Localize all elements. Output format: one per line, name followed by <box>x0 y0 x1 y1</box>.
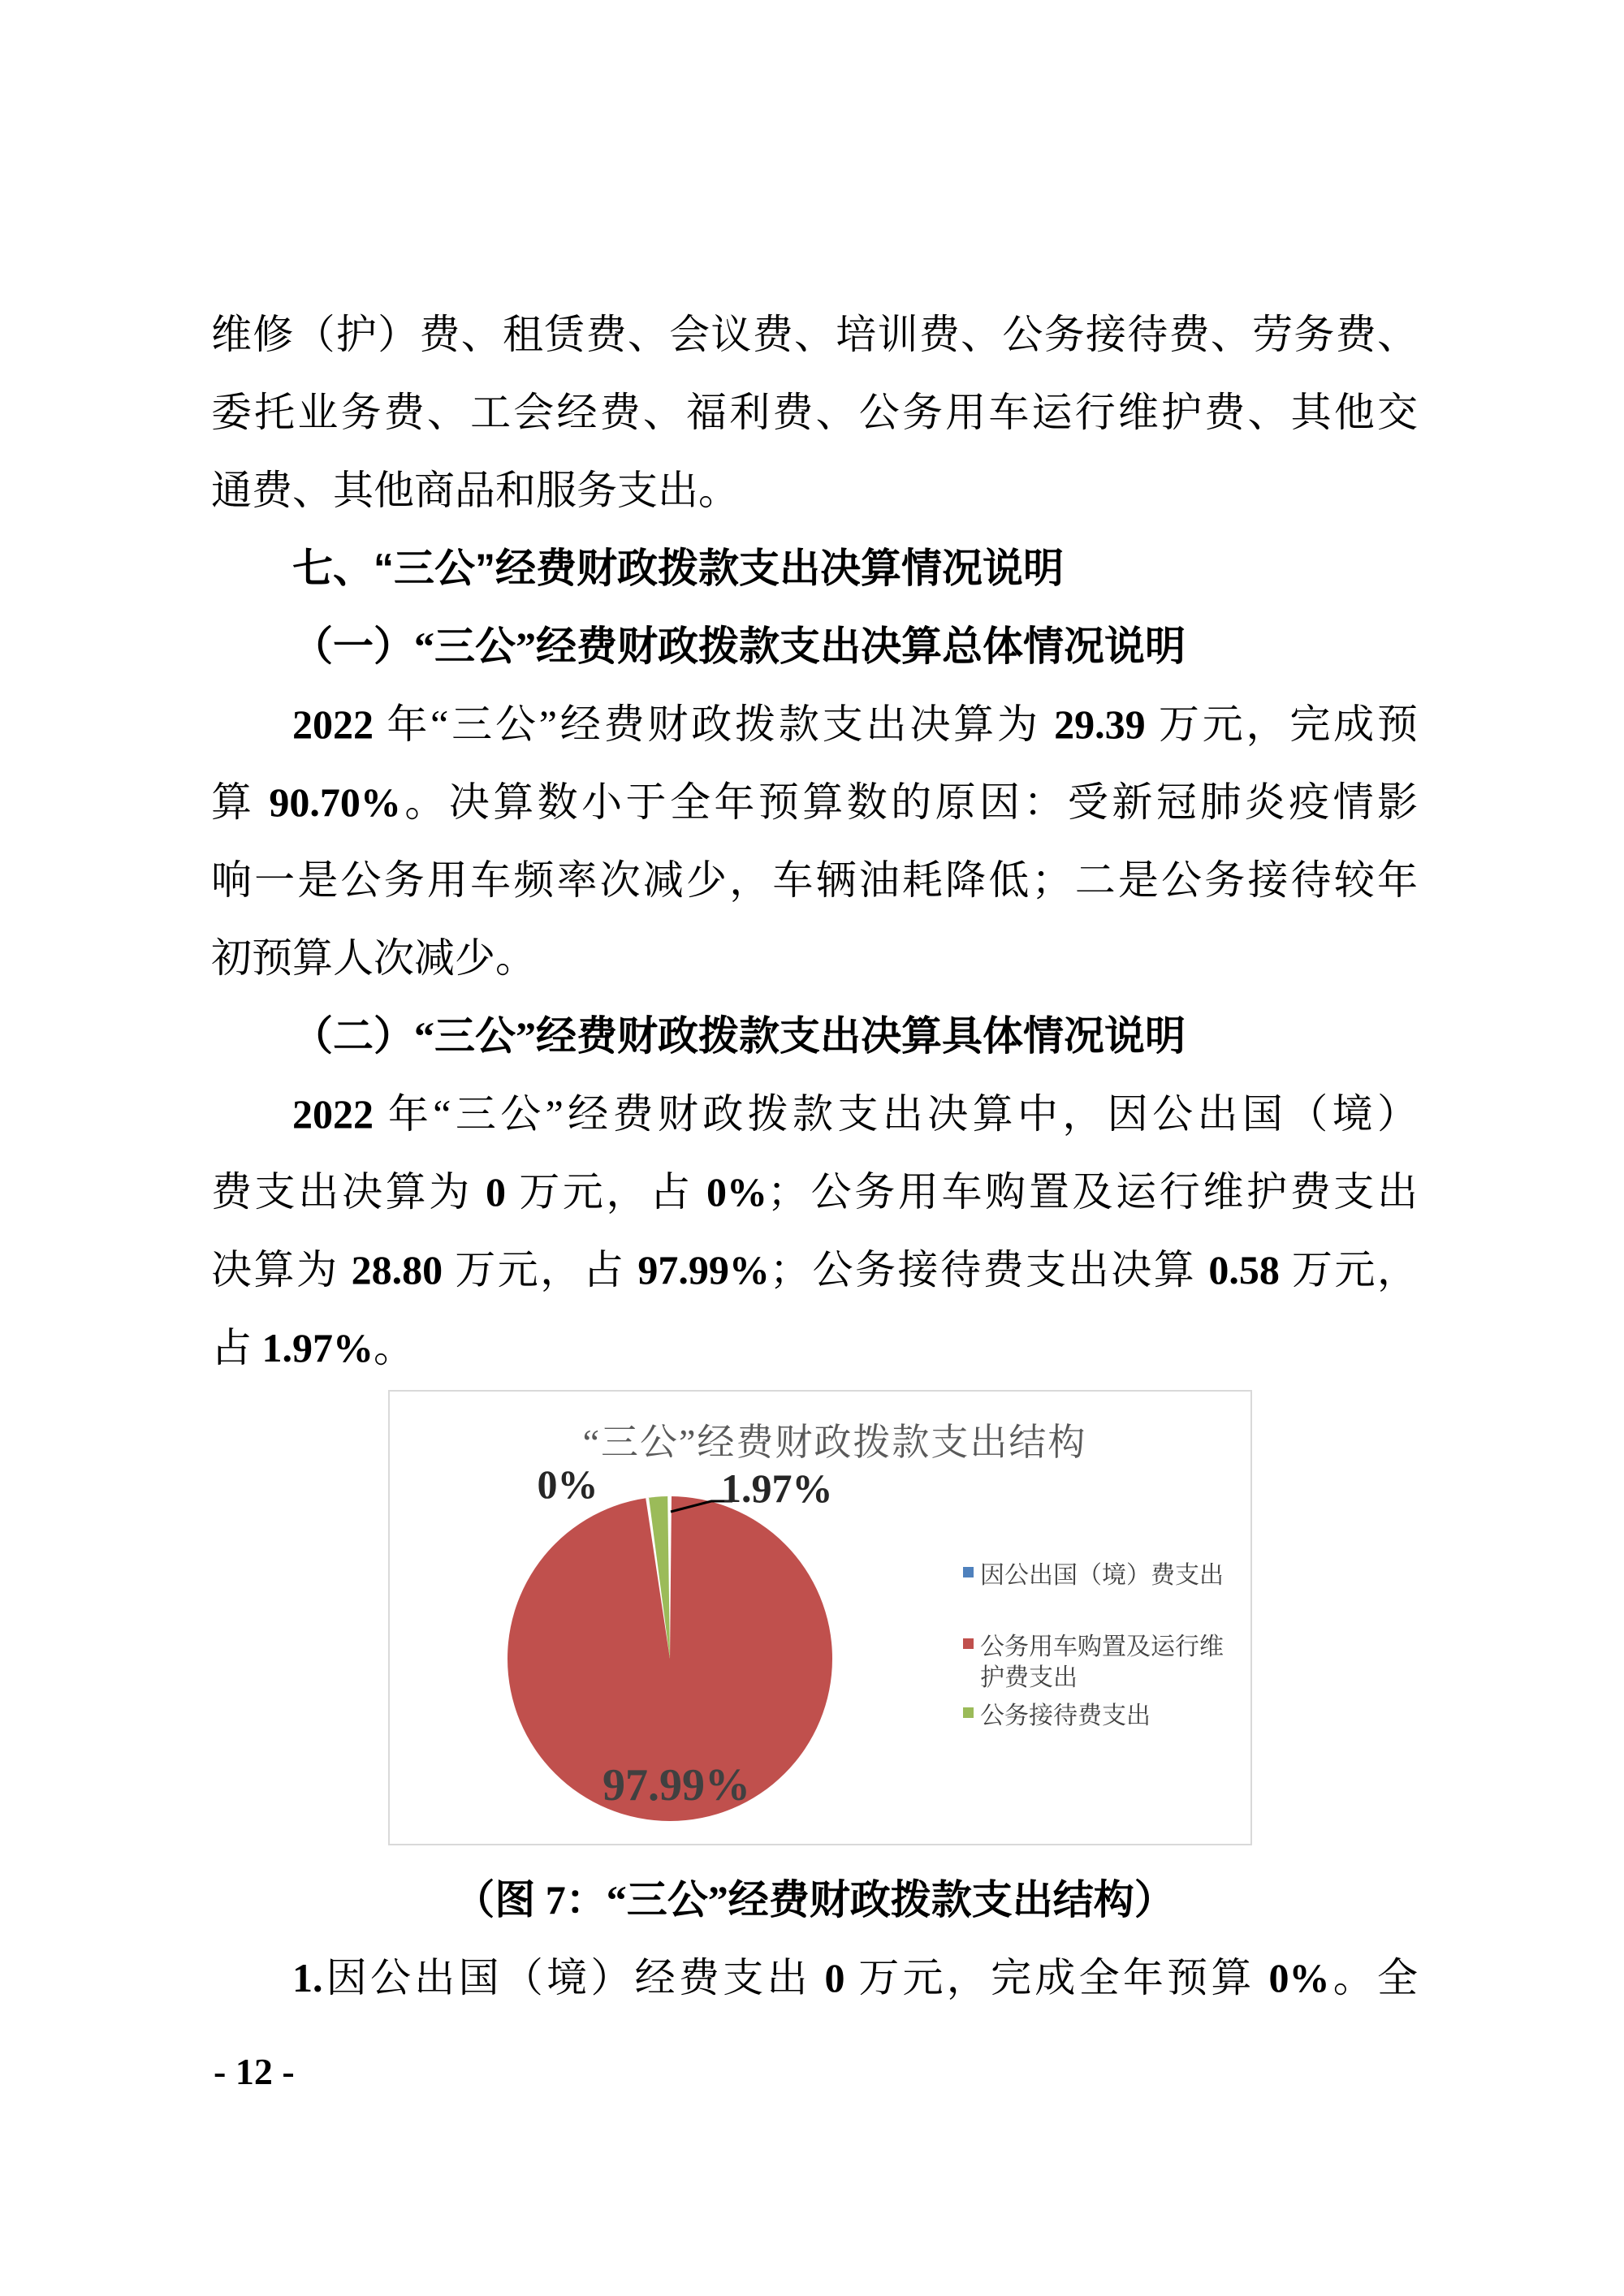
legend-label: 护费支出 <box>980 1664 1078 1691</box>
text-run: 维修（护）费、租赁费、会议费、培训费、公务接待费、劳务费、 <box>211 312 1418 357</box>
text-run: 占 <box>211 1325 262 1370</box>
body-line <box>211 1153 1418 1231</box>
text-run: 因公出国（境）经费支出 <box>322 1955 825 2000</box>
pie-chart-figure <box>388 1390 1252 1845</box>
figure-caption <box>211 1861 1418 1939</box>
legend-swatch <box>963 1707 974 1718</box>
body-line <box>211 763 1418 841</box>
subsection-heading <box>211 997 1418 1075</box>
body-line <box>211 1309 1418 1387</box>
legend-swatch <box>963 1638 974 1649</box>
emphasis-text: 1.97% <box>261 1325 374 1370</box>
legend-label: 公务接待费支出 <box>980 1703 1151 1729</box>
body-line <box>211 373 1418 451</box>
emphasis-text: （二）“三公”经费财政拨款支出决算具体情况说明 <box>292 1013 1186 1059</box>
emphasis-text: 0% <box>1268 1955 1330 2000</box>
chart-title: “三公”经费财政拨款支出结构 <box>582 1422 1087 1463</box>
emphasis-text: （图 7：“三公”经费财政拨款支出结构） <box>454 1877 1175 1923</box>
text-run: ；公务接待费支出决算 <box>769 1247 1209 1293</box>
main-text-block <box>211 296 1418 1387</box>
emphasis-text: 七、“三公”经费财政拨款支出决算情况说明 <box>292 546 1064 591</box>
emphasis-text: 29.39 <box>1054 701 1146 747</box>
legend-swatch <box>963 1567 974 1577</box>
emphasis-text: 2022 <box>292 701 374 747</box>
emphasis-text: （一）“三公”经费财政拨款支出决算总体情况说明 <box>292 624 1186 669</box>
text-run: 万元，完成全年预算 <box>844 1955 1269 2000</box>
emphasis-text: 90.70% <box>269 779 401 825</box>
emphasis-text: 28.80 <box>351 1247 443 1293</box>
text-run: 响一是公务用车频率次减少，车辆油耗降低；二是公务接待较年 <box>211 857 1418 903</box>
emphasis-text: 2022 <box>292 1091 374 1137</box>
emphasis-text: 1. <box>292 1955 323 2000</box>
body-line <box>211 296 1418 373</box>
pie-label-vehicle-pct: 97.99% <box>603 1760 750 1810</box>
emphasis-text: 97.99% <box>637 1247 770 1293</box>
emphasis-text: 0 <box>486 1169 507 1215</box>
text-run: 通费、其他商品和服务支出。 <box>211 468 739 513</box>
text-run: 费支出决算为 <box>211 1169 486 1215</box>
text-run: 。全 <box>1329 1955 1418 2000</box>
text-run: 。决算数小于全年预算数的原因：受新冠肺炎疫情影 <box>400 779 1418 825</box>
text-run: 年“三公”经费财政拨款支出决算中，因公出国（境） <box>374 1091 1418 1137</box>
text-run: 万元，完成预 <box>1145 701 1418 747</box>
body-line <box>211 451 1418 529</box>
closing-text-block <box>211 1939 1418 2017</box>
body-line <box>211 1231 1418 1309</box>
body-line <box>211 841 1418 919</box>
text-run: 算 <box>211 779 270 825</box>
text-run: 决算为 <box>211 1247 352 1293</box>
body-line <box>211 685 1418 763</box>
emphasis-text: 0 <box>824 1955 845 2000</box>
legend-item <box>963 1562 1224 1589</box>
page-number: - 12 - <box>214 2051 295 2092</box>
figure-caption-block <box>211 1861 1418 1939</box>
text-run: 。 <box>374 1325 414 1370</box>
text-run: 万元，占 <box>443 1247 638 1293</box>
pie-label-abroad-pct: 0% <box>537 1461 598 1507</box>
pie-chart <box>388 1390 1252 1845</box>
body-line <box>211 919 1418 997</box>
body-line <box>211 1939 1418 2017</box>
text-run: 万元，占 <box>506 1169 706 1215</box>
section-heading <box>211 529 1418 607</box>
legend-item <box>963 1703 1151 1729</box>
text-run: 委托业务费、工会经费、福利费、公务用车运行维护费、其他交 <box>211 390 1418 435</box>
emphasis-text: 0% <box>706 1169 767 1215</box>
text-run: ；公务用车购置及运行维护费支出 <box>767 1169 1418 1215</box>
emphasis-text: 0.58 <box>1208 1247 1280 1293</box>
text-run: 初预算人次减少。 <box>211 935 536 981</box>
subsection-heading <box>211 607 1418 685</box>
text-run: 年“三公”经费财政拨款支出决算为 <box>374 701 1055 747</box>
legend-label: 公务用车购置及运行维 <box>980 1634 1224 1660</box>
pie-label-reception-pct: 1.97% <box>721 1465 833 1511</box>
legend-label: 因公出国（境）费支出 <box>980 1562 1224 1589</box>
text-run: 万元， <box>1279 1247 1418 1293</box>
body-line <box>211 1075 1418 1153</box>
